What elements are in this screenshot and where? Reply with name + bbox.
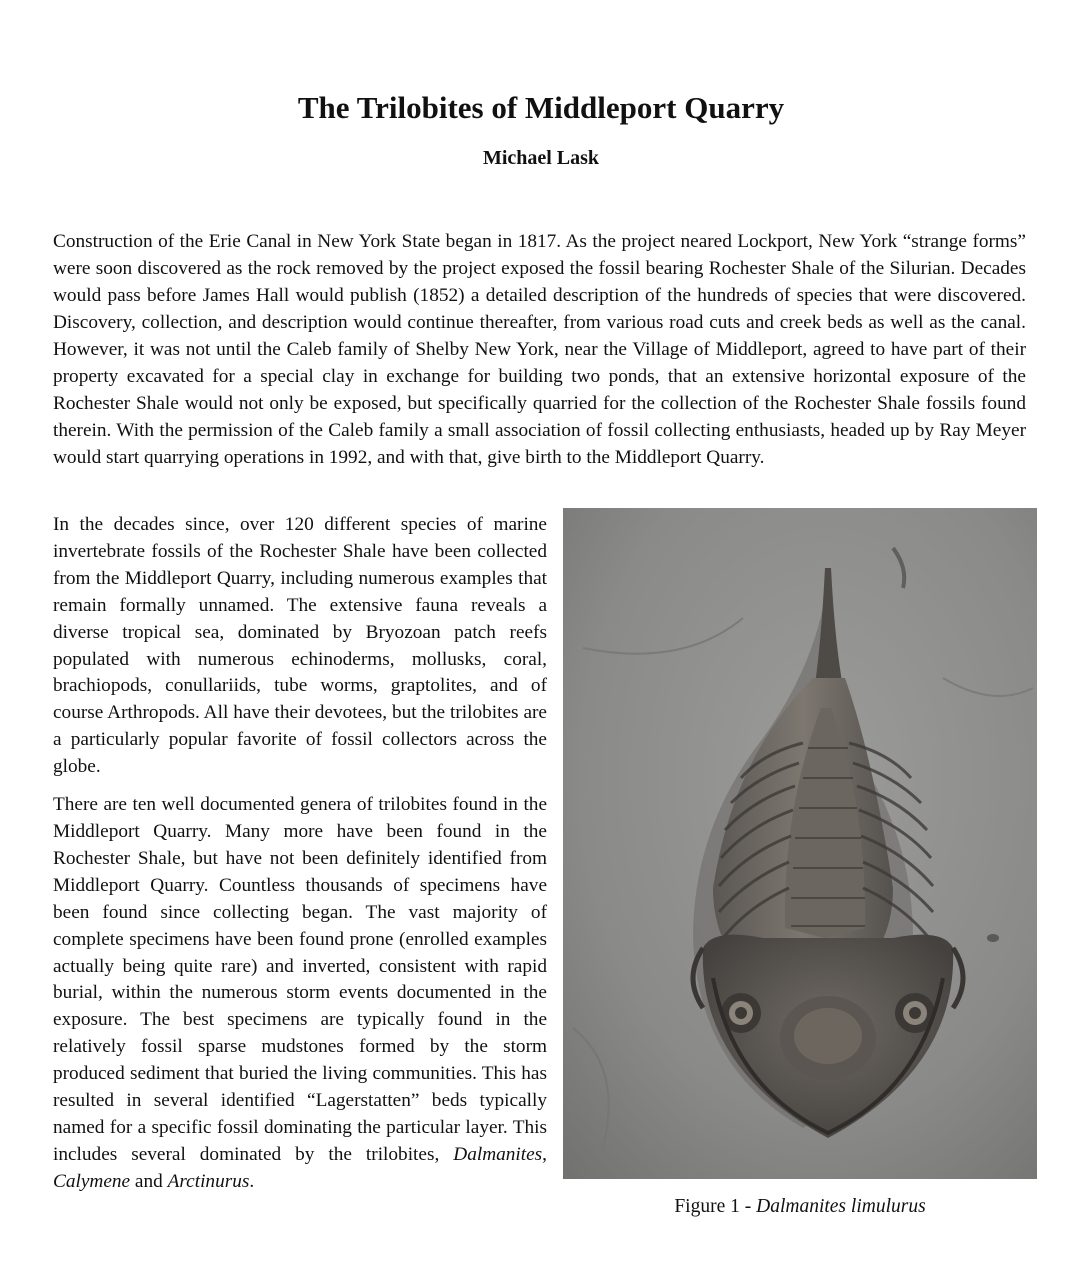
page-title: The Trilobites of Middleport Quarry xyxy=(297,90,785,125)
genera-paragraph xyxy=(53,792,547,1196)
genera-separator-1: , xyxy=(542,1143,547,1165)
author-name: Michael Lask xyxy=(482,147,600,169)
figure-caption-prefix: Figure 1 - xyxy=(674,1196,757,1217)
intro-paragraph: Construction of the Erie Canal in New York State began in 1817. As the project neared Lockport, New York “strange forms” were soon discovered as the rock removed by the project exposed the fossil bearing Rochester Shale of the Silurian. Decades would pass before James Hall would publish (1852) a detailed description of the hundreds of species that were discovered. Discovery, collection, and description would continue thereafter, from various road cuts and creek beds as well as the canal. However, it was not until the Caleb family of Shelby New York, near the Village of Middleport, agreed to have part of their property excavated for a special clay in exchange for building two ponds, that an extensive horizontal exposure of the Rochester Shale would not only be exposed, but specifically quarried for the collection of the Rochester Shale fossils found therein. With the permission of the Caleb family a small association of fossil collecting enthusiasts, headed up by Ray Meyer would start quarrying operations in 1992, and with that, give birth to the Middleport Quarry. xyxy=(53,231,1026,468)
trilobite-photo xyxy=(563,508,1037,1179)
figure-caption-species: Dalmanites limulurus xyxy=(756,1196,926,1217)
left-text-column xyxy=(53,512,547,1196)
genera-separator-2: and xyxy=(130,1170,168,1192)
genus-calymene: Calymene xyxy=(53,1170,131,1192)
genera-paragraph-text: There are ten well documented genera of trilobites found in the Middleport Quarry. Many more have been found in the Rochester Shale, but have not been definitely identified from Middleport Quarry. Countless thousands of specimens have been found since collecting began. The vast majority of complete specimens have been found prone (enrolled examples actually being quite rare) and inverted, consistent with rapid burial, within the numerous storm events documented in the exposure. The best specimens are typically found in the relatively fossil sparse mudstones formed by the storm produced sediment that buried the living communities. This has resulted in several identified “Lagerstatten” beds typically named for a specific fossil dominating the particular layer. This includes several dominated by the trilobites, xyxy=(53,794,547,1165)
figure-caption xyxy=(563,1194,1037,1220)
genus-arctinurus: Arctinurus xyxy=(167,1170,250,1192)
genus-dalmanites: Dalmanites xyxy=(453,1143,543,1165)
genera-paragraph-end: . xyxy=(249,1170,255,1192)
species-paragraph: In the decades since, over 120 different species of marine invertebrate fossils of the Rochester Shale have been collected from the Middleport Quarry, including numerous examples that remain formally unnamed. The extensive fauna reveals a diverse tropical sea, dominated by Bryozoan patch reefs populated with numerous echinoderms, mollusks, coral, brachiopods, conullariids, tube worms, graptolites, and of course Arthropods. All have their devotees, but the trilobites are a particularly popular favorite of fossil collectors across the globe. xyxy=(53,514,547,778)
